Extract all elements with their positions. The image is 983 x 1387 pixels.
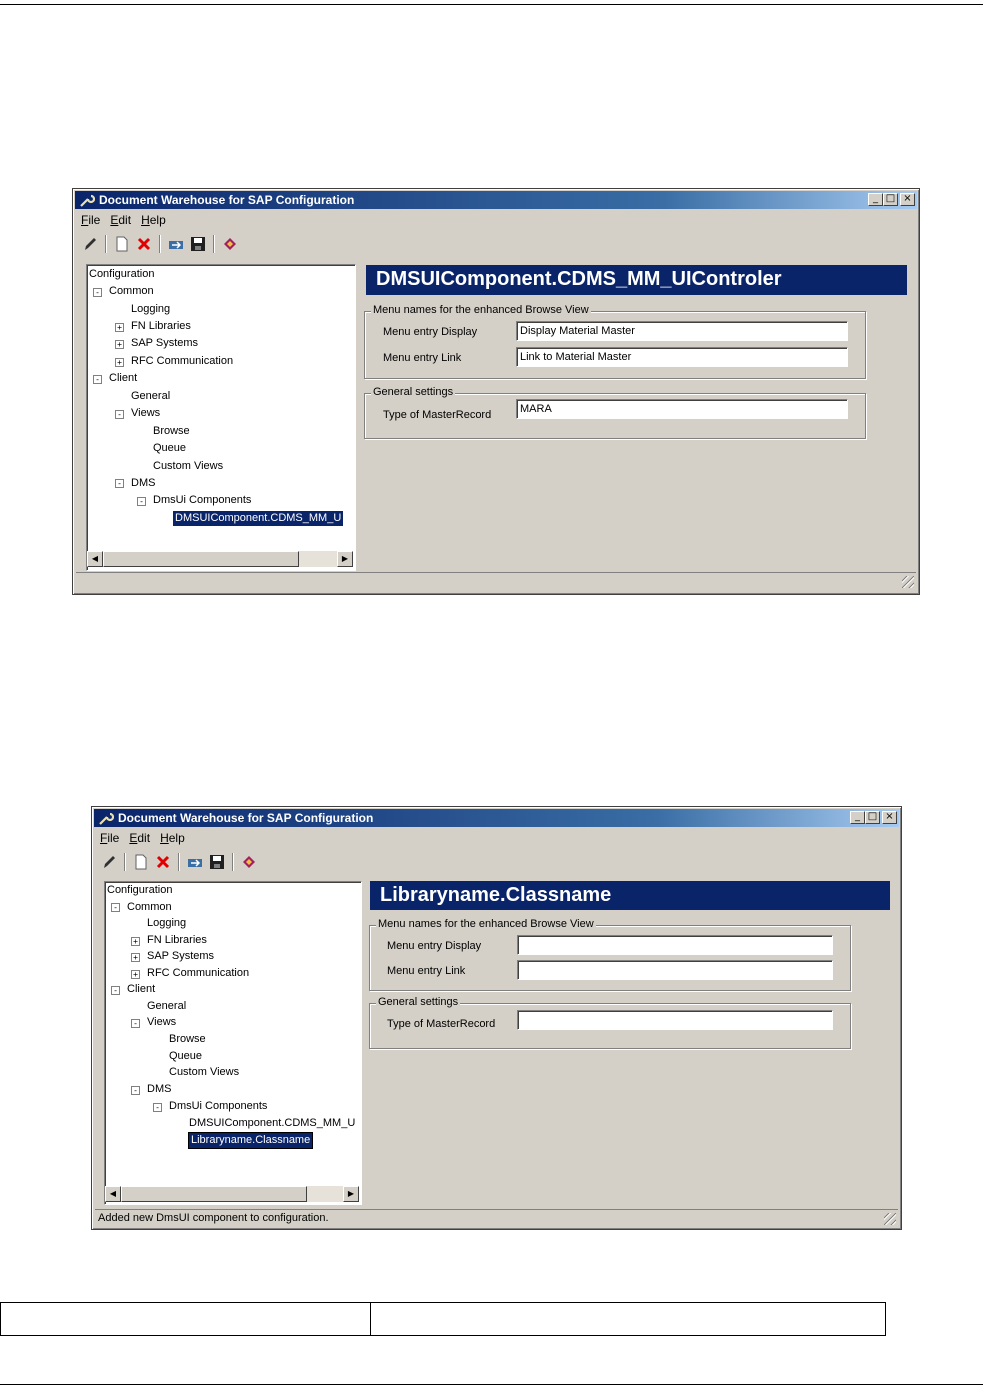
collapse-toggle[interactable]: - — [131, 1086, 140, 1095]
master-record-type-field[interactable] — [517, 1010, 833, 1030]
config-tree[interactable] — [104, 881, 362, 1205]
save-icon[interactable] — [208, 853, 226, 871]
menu-entry-link-label: Menu entry Link — [387, 965, 466, 977]
tree-node-views[interactable]: Views — [147, 1016, 177, 1028]
menu-bar — [77, 211, 166, 229]
refresh-icon[interactable] — [186, 853, 204, 871]
tree-node-general[interactable]: General — [131, 390, 171, 402]
status-bar — [76, 572, 916, 590]
window-title: Document Warehouse for SAP Configuration — [118, 811, 374, 825]
tree-node-browse[interactable]: Browse — [153, 425, 190, 437]
maximize-button[interactable]: □ — [883, 193, 898, 206]
title-bar[interactable] — [94, 809, 899, 827]
collapse-toggle[interactable]: - — [137, 497, 146, 506]
tree-node-dmsui-components[interactable]: DmsUi Components — [153, 494, 252, 506]
tree-node-client[interactable]: Client — [109, 372, 138, 384]
tree-node-rfc-communication[interactable]: RFC Communication — [147, 967, 250, 979]
scroll-right-arrow-icon[interactable]: ▶ — [337, 551, 353, 567]
tree-node-selected-component[interactable]: DMSUIComponent.CDMS_MM_U — [175, 512, 342, 524]
minimize-button[interactable]: _ — [868, 193, 883, 206]
component-header: DMSUIComponent.CDMS_MM_UIControler — [366, 265, 907, 295]
tree-node-views[interactable]: Views — [131, 407, 161, 419]
refresh-icon[interactable] — [167, 235, 185, 253]
menu-edit[interactable]: Edit — [129, 831, 151, 845]
close-button[interactable]: × — [900, 193, 915, 206]
tree-node-new-component-edit[interactable]: Libraryname.Classname — [191, 1134, 311, 1146]
tree-node-browse[interactable]: Browse — [169, 1033, 206, 1045]
tree-node-custom-views[interactable]: Custom Views — [169, 1066, 240, 1078]
collapse-toggle[interactable]: - — [93, 288, 102, 297]
toolbar — [77, 233, 239, 255]
menu-file[interactable]: File — [81, 213, 101, 227]
tree-horizontal-scrollbar[interactable] — [105, 1186, 359, 1202]
config-window-1 — [72, 188, 920, 595]
wrench-icon — [98, 811, 114, 825]
master-record-type-field[interactable]: MARA — [516, 399, 848, 419]
menu-entry-link-label: Menu entry Link — [383, 352, 462, 364]
menu-bar — [96, 829, 185, 847]
wrench-icon — [79, 193, 95, 207]
expand-toggle[interactable]: + — [115, 340, 124, 349]
status-text: Added new DmsUI component to configuration. — [98, 1212, 329, 1224]
title-bar[interactable] — [75, 191, 917, 209]
toolbar — [96, 851, 258, 873]
tree-node-fn-libraries[interactable]: FN Libraries — [147, 934, 207, 946]
collapse-toggle[interactable]: - — [111, 903, 120, 912]
tree-node-sap-systems[interactable]: SAP Systems — [131, 337, 199, 349]
component-header: Libraryname.Classname — [370, 881, 890, 910]
pencil-icon[interactable] — [81, 235, 99, 253]
menu-entry-display-label: Menu entry Display — [387, 940, 482, 952]
delete-icon[interactable] — [135, 235, 153, 253]
scroll-left-arrow-icon[interactable]: ◀ — [87, 551, 103, 567]
status-bar — [95, 1209, 898, 1227]
scroll-thumb[interactable] — [121, 1186, 307, 1202]
expand-toggle[interactable]: + — [131, 970, 140, 979]
menu-entry-link-field[interactable]: Link to Material Master — [516, 347, 848, 367]
expand-toggle[interactable]: + — [131, 937, 140, 946]
config-tree[interactable] — [86, 264, 356, 571]
tree-node-custom-views[interactable]: Custom Views — [153, 460, 224, 472]
config-window-2 — [91, 806, 902, 1230]
tree-node-general[interactable]: General — [147, 1000, 187, 1012]
help-book-icon[interactable] — [221, 235, 239, 253]
menu-entry-display-field[interactable]: Display Material Master — [516, 321, 848, 341]
new-document-icon[interactable] — [113, 235, 131, 253]
menu-entry-link-field[interactable] — [517, 960, 833, 980]
toolbar-separator — [232, 853, 234, 871]
tree-node-client[interactable]: Client — [127, 983, 156, 995]
maximize-button[interactable]: □ — [865, 811, 880, 824]
expand-toggle[interactable]: + — [115, 323, 124, 332]
collapse-toggle[interactable]: - — [93, 375, 102, 384]
page-top-rule — [0, 4, 983, 5]
tree-node-dms[interactable]: DMS — [147, 1083, 172, 1095]
master-record-type-label: Type of MasterRecord — [387, 1018, 496, 1030]
menu-help[interactable]: Help — [141, 213, 166, 227]
tree-node-configuration[interactable]: Configuration — [107, 884, 173, 896]
minimize-button[interactable]: _ — [850, 811, 865, 824]
menu-names-group-label: Menu names for the enhanced Browse View — [378, 918, 594, 930]
table-cell — [1, 1303, 371, 1335]
menu-entry-display-field[interactable] — [517, 935, 833, 955]
general-settings-group-label: General settings — [378, 996, 459, 1008]
toolbar-separator — [105, 235, 107, 253]
new-document-icon[interactable] — [132, 853, 150, 871]
tree-node-sap-systems[interactable]: SAP Systems — [147, 950, 215, 962]
menu-names-group-label: Menu names for the enhanced Browse View — [373, 304, 589, 316]
resize-grip-icon[interactable] — [902, 576, 914, 588]
expand-toggle[interactable]: + — [131, 953, 140, 962]
help-book-icon[interactable] — [240, 853, 258, 871]
master-record-type-label: Type of MasterRecord — [383, 409, 492, 421]
collapse-toggle[interactable]: - — [153, 1103, 162, 1112]
collapse-toggle[interactable]: - — [111, 986, 120, 995]
toolbar-separator — [124, 853, 126, 871]
tree-node-logging[interactable]: Logging — [131, 303, 171, 315]
tree-node-logging[interactable]: Logging — [147, 917, 187, 929]
menu-file[interactable]: File — [100, 831, 120, 845]
general-settings-group-label: General settings — [373, 386, 454, 398]
delete-icon[interactable] — [154, 853, 172, 871]
close-button[interactable]: × — [882, 811, 897, 824]
scroll-left-arrow-icon[interactable]: ◀ — [105, 1186, 121, 1202]
tree-node-fn-libraries[interactable]: FN Libraries — [131, 320, 191, 332]
tree-horizontal-scrollbar[interactable] — [87, 551, 353, 567]
tree-node-common[interactable]: Common — [127, 901, 172, 913]
tree-node-dms[interactable]: DMS — [131, 477, 156, 489]
window-title: Document Warehouse for SAP Configuration — [99, 193, 355, 207]
tree-node-common[interactable]: Common — [109, 285, 154, 297]
menu-entry-display-label: Menu entry Display — [383, 326, 478, 338]
pencil-icon[interactable] — [100, 853, 118, 871]
collapse-toggle[interactable]: - — [115, 479, 124, 488]
tree-node-queue[interactable]: Queue — [169, 1050, 203, 1062]
collapse-toggle[interactable]: - — [131, 1019, 140, 1028]
table-cell — [371, 1303, 885, 1335]
tree-node-rfc-communication[interactable]: RFC Communication — [131, 355, 234, 367]
menu-help[interactable]: Help — [160, 831, 185, 845]
toolbar-separator — [213, 235, 215, 253]
page-bottom-rule — [0, 1384, 983, 1385]
tree-node-component-existing[interactable]: DMSUIComponent.CDMS_MM_U — [189, 1117, 356, 1129]
tree-node-configuration[interactable]: Configuration — [89, 268, 155, 280]
bottom-table — [0, 1302, 886, 1336]
save-icon[interactable] — [189, 235, 207, 253]
scroll-thumb[interactable] — [103, 551, 299, 567]
toolbar-separator — [159, 235, 161, 253]
toolbar-separator — [178, 853, 180, 871]
collapse-toggle[interactable]: - — [115, 410, 124, 419]
expand-toggle[interactable]: + — [115, 358, 124, 367]
resize-grip-icon[interactable] — [884, 1213, 896, 1225]
menu-edit[interactable]: Edit — [110, 213, 132, 227]
tree-node-queue[interactable]: Queue — [153, 442, 187, 454]
scroll-right-arrow-icon[interactable]: ▶ — [343, 1186, 359, 1202]
tree-node-dmsui-components[interactable]: DmsUi Components — [169, 1100, 268, 1112]
